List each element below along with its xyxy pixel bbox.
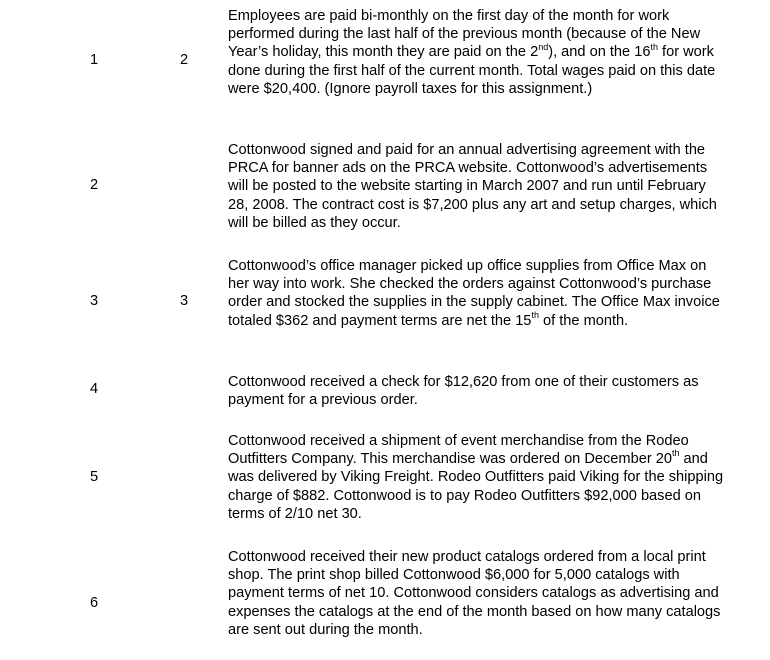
transaction-number: 3 xyxy=(89,293,99,309)
transaction-number: 5 xyxy=(89,469,99,485)
transaction-number: 2 xyxy=(89,177,99,193)
transaction-description: Cottonwood received a shipment of event merchandise from the Rodeo Outfitters Company. This merchandise was ordered on December 20th and was delivered by Viking Freight. Rodeo Outfitters paid Viking for the shipping charge of $882. Cottonwood is to pay Rodeo Outfitters $92,000 based on terms of 2/10 net 30. xyxy=(228,433,724,522)
transaction-ref: 3 xyxy=(179,293,189,309)
transaction-description: Employees are paid bi-monthly on the first day of the month for work performed during the last half of the previous month (because of the New Year’s holiday, this month they are paid on the 2nd), and on the 16th for work done during the first half of the current month. Total wages paid on this date were $20,400. (Ignore payroll taxes for this assignment.) xyxy=(228,8,716,97)
transaction-description: Cottonwood received a check for $12,620 from one of their customers as payment for a previous order. xyxy=(228,374,699,409)
transaction-description: Cottonwood’s office manager picked up office supplies from Office Max on her way into work. She checked the orders against Cottonwood’s purchase order and stocked the supplies in the supply cabinet. The Office Max invoice totaled $362 and payment terms are net the 15th of the month. xyxy=(228,258,720,329)
transaction-number: 4 xyxy=(89,381,99,397)
transaction-ref: 2 xyxy=(179,52,189,68)
transaction-description: Cottonwood signed and paid for an annual advertising agreement with the PRCA for banner ads on the PRCA website. Cottonwood’s advertisements will be posted to the website starting in March 2007 and run until February 28, 2008. The contract cost is $7,200 plus any art and setup charges, which will be billed as they occur. xyxy=(228,142,717,231)
transaction-description: Cottonwood received their new product catalogs ordered from a local print shop. The print shop billed Cottonwood $6,000 for 5,000 catalogs with payment terms of net 10. Cottonwood considers catalogs as advertising and expenses the catalogs at the end of the month based on how many catalogs are sent out during the month. xyxy=(228,549,721,638)
transaction-number: 1 xyxy=(89,52,99,68)
transaction-number: 6 xyxy=(89,595,99,611)
